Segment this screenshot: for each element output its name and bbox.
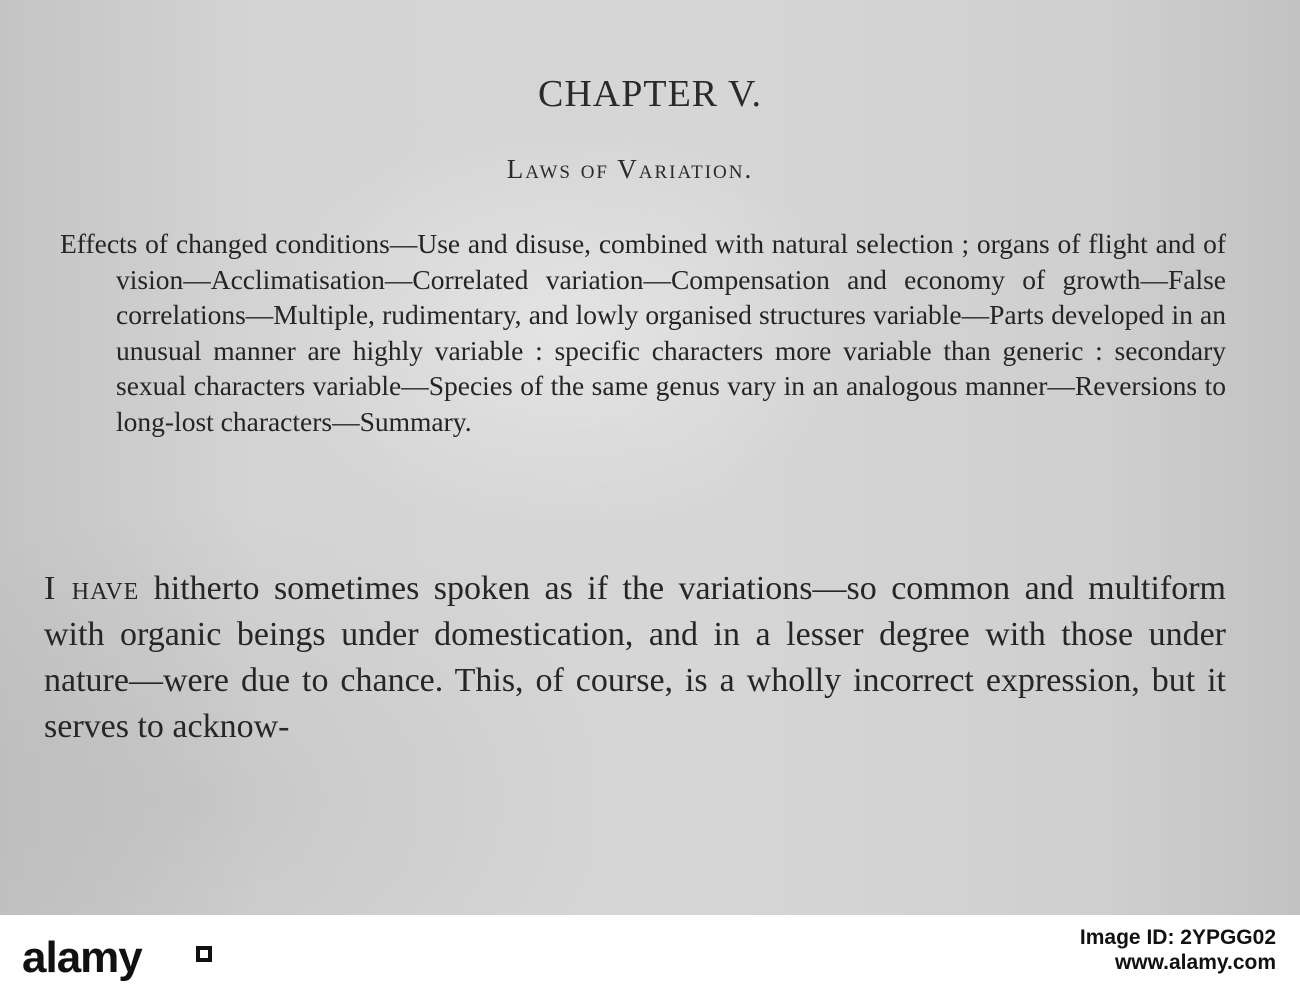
stock-footer bbox=[0, 915, 1300, 1001]
site-url: www.alamy.com bbox=[1114, 951, 1276, 974]
body-paragraph bbox=[44, 566, 1226, 750]
body-text: hitherto sometimes spoken as if the variations—so common and multiform with organic beings under domestication, and in a lesser degree with those under nature—were due to chance. This, of course, is a wholly incorrect expression, but it serves to acknow- bbox=[44, 570, 1227, 745]
chapter-subtitle: Laws of Variation. bbox=[506, 154, 754, 184]
image-id-block bbox=[1080, 925, 1276, 975]
brand-logo: alamy bbox=[22, 933, 142, 982]
chapter-summary: Effects of changed conditions—Use and disuse, combined with natural selection ; organs of flight and of vision—Acclimatisation—Correlated variation—Compensation and economy of growth—False correlations—Multiple, rudimentary, and lowly organised structures variable—Parts developed in an unusual manner are highly variable : specific characters more variable than generic : secondary sexual characters variable—Species of the same genus vary in an analogous manner—Reversions to long-lost characters—Summary. bbox=[60, 228, 1226, 437]
brand-mark-icon bbox=[195, 945, 213, 963]
lead-smallcaps: I have bbox=[44, 570, 140, 607]
image-id: Image ID: 2YPGG02 bbox=[1079, 926, 1276, 949]
chapter-title: CHAPTER V. bbox=[538, 73, 762, 115]
